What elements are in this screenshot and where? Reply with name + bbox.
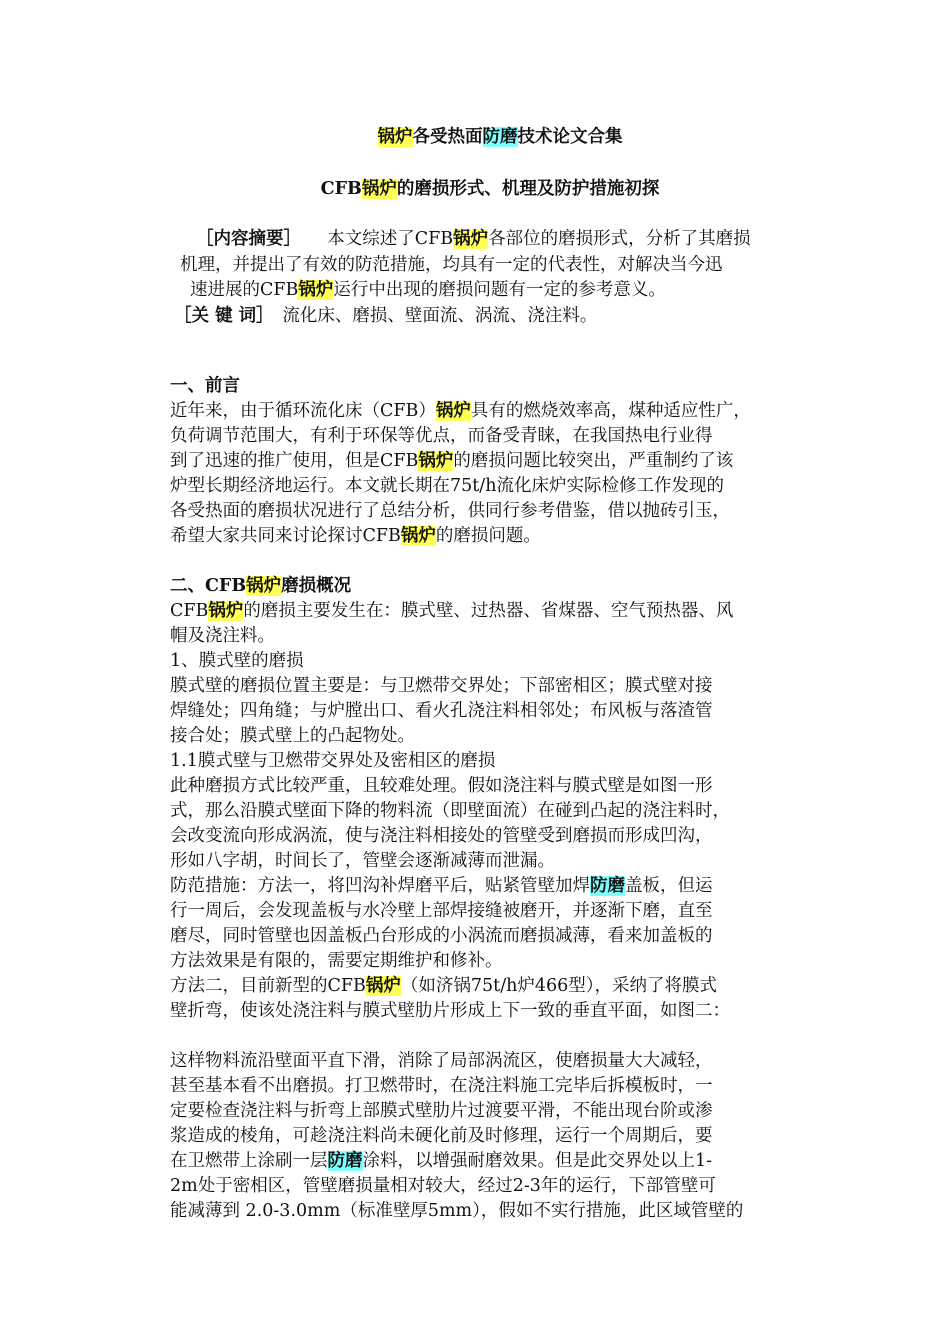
text-run: 的磨损形式、机理及防护措施初探 bbox=[396, 179, 660, 199]
text-run: 炉型长期经济地运行。本文就长期在75t/h流化床炉实际检修工作发现的 bbox=[170, 476, 724, 496]
text-run: 各部位的磨损形式，分析了其磨损 bbox=[488, 229, 751, 249]
paragraph-line bbox=[170, 698, 713, 724]
text-run: 各受热面 bbox=[412, 127, 483, 147]
text-run: 具有的燃烧效率高，煤种适应性广， bbox=[470, 401, 751, 421]
highlighted-term: 防磨 bbox=[482, 127, 518, 147]
paragraph-line bbox=[170, 823, 713, 849]
text-run: 焊缝处；四角缝；与炉膛出口、看火孔浇注料相邻处；布风板与落渣管 bbox=[170, 701, 713, 721]
text-run: 流化床、磨损、壁面流、涡流、浇注料。 bbox=[264, 306, 598, 326]
text-run: CFB bbox=[170, 601, 209, 621]
text-run: 定要检查浇注料与折弯上部膜式壁肋片过渡要平滑，不能出现台阶或渗 bbox=[170, 1101, 713, 1121]
text-run: 1、膜式壁的磨损 bbox=[170, 651, 304, 671]
text-run: 能减薄到 2.0-3.0mm（标准壁厚5mm），假如不实行措施，此区域管壁的 bbox=[170, 1201, 744, 1221]
paragraph-line bbox=[170, 898, 713, 924]
paragraph-line bbox=[170, 423, 713, 449]
highlighted-term: 锅炉 bbox=[361, 179, 397, 199]
paragraph-line bbox=[170, 873, 713, 899]
keywords-line bbox=[174, 303, 597, 329]
text-run: 涂料，以增强耐磨效果。但是此交界处以上1- bbox=[362, 1151, 713, 1171]
paragraph-line bbox=[170, 1123, 713, 1149]
text-run: 一、前言 bbox=[170, 376, 240, 396]
paragraph-line bbox=[170, 648, 304, 674]
text-run: CFB bbox=[320, 179, 362, 199]
highlighted-term: 防磨 bbox=[590, 876, 625, 896]
text-run: 技术论文合集 bbox=[517, 127, 623, 147]
paragraph-line bbox=[170, 473, 724, 499]
text-run: 2m处于密相区，管壁磨损量相对较大，经过2-3年的运行，下部管壁可 bbox=[170, 1176, 716, 1196]
text-run: 本文综述了CFB bbox=[292, 229, 454, 249]
paragraph-line bbox=[170, 448, 733, 474]
paragraph-line bbox=[170, 773, 713, 799]
paragraph-line bbox=[170, 623, 275, 649]
text-run: 形如八字胡，时间长了，管壁会逐渐减薄而泄漏。 bbox=[170, 851, 555, 871]
paragraph-line bbox=[170, 1073, 713, 1099]
paragraph-line bbox=[170, 1098, 713, 1124]
paragraph-line bbox=[170, 973, 717, 999]
text-run: 运行中出现的磨损问题有一定的参考意义。 bbox=[333, 280, 666, 300]
highlighted-term: 锅炉 bbox=[246, 576, 282, 596]
text-run: 在卫燃带上涂刷一层 bbox=[170, 1151, 328, 1171]
text-run: 方法效果是有限的，需要定期维护和修补。 bbox=[170, 951, 503, 971]
text-run: 的磨损问题比较突出，严重制约了该 bbox=[453, 451, 734, 471]
text-run: 机理，并提出了有效的防范措施，均具有一定的代表性，对解决当今迅 bbox=[180, 255, 723, 275]
paragraph-line bbox=[170, 1198, 743, 1224]
text-run: 磨尽，同时管壁也因盖板凸台形成的小涡流而磨损减薄，看来加盖板的 bbox=[170, 926, 713, 946]
paragraph-line bbox=[170, 948, 503, 974]
text-run: 壁折弯，使该处浇注料与膜式壁肋片形成上下一致的垂直平面，如图二： bbox=[170, 1001, 730, 1021]
text-run: 二、CFB bbox=[170, 576, 247, 596]
text-run: 行一周后，会发现盖板与水冷壁上部焊接缝被磨开，并逐渐下磨，直至 bbox=[170, 901, 713, 921]
abstract-line bbox=[180, 252, 723, 278]
text-run: ［内容摘要］ bbox=[196, 229, 293, 249]
paragraph-line bbox=[170, 798, 730, 824]
text-run: 近年来，由于循环流化床（CFB） bbox=[170, 401, 436, 421]
text-run: （如济锅75t/h炉466型），采纳了将膜式 bbox=[400, 976, 718, 996]
text-run: 方法二，目前新型的CFB bbox=[170, 976, 366, 996]
highlighted-term: 锅炉 bbox=[377, 127, 413, 147]
text-run: ［关 键 词］ bbox=[174, 306, 265, 326]
highlighted-term: 锅炉 bbox=[208, 601, 244, 621]
section-heading bbox=[170, 573, 351, 599]
article-title bbox=[0, 176, 950, 202]
text-run: 此种磨损方式比较严重，且较难处理。假如浇注料与膜式壁是如图一形 bbox=[170, 776, 713, 796]
highlighted-term: 防磨 bbox=[327, 1151, 363, 1171]
section-heading bbox=[170, 373, 240, 399]
text-run: 接合处；膜式壁上的凸起物处。 bbox=[170, 726, 415, 746]
highlighted-term: 锅炉 bbox=[453, 229, 489, 249]
highlighted-term: 锅炉 bbox=[418, 451, 454, 471]
highlighted-term: 锅炉 bbox=[365, 976, 401, 996]
text-run: 式，那么沿膜式壁面下降的物料流（即壁面流）在碰到凸起的浇注料时， bbox=[170, 801, 730, 821]
text-run: 的磨损问题。 bbox=[435, 526, 541, 546]
text-run: 的磨损主要发生在：膜式壁、过热器、省煤器、空气预热器、风 bbox=[243, 601, 734, 621]
text-run: 各受热面的磨损状况进行了总结分析，供同行参考借鉴，借以抛砖引玉， bbox=[170, 501, 730, 521]
text-run: 浆造成的棱角，可趁浇注料尚未硬化前及时修理，运行一个周期后，要 bbox=[170, 1126, 713, 1146]
text-run: 希望大家共同来讨论探讨CFB bbox=[170, 526, 401, 546]
paragraph-line bbox=[170, 1148, 712, 1174]
paragraph-line bbox=[170, 523, 541, 549]
paragraph-line bbox=[170, 498, 730, 524]
paragraph-line bbox=[170, 1048, 713, 1074]
paragraph-line bbox=[170, 723, 415, 749]
highlighted-term: 锅炉 bbox=[435, 401, 471, 421]
text-run: 到了迅速的推广使用，但是CFB bbox=[170, 451, 419, 471]
paragraph-line bbox=[170, 998, 730, 1024]
text-run: 盖板，但运 bbox=[625, 876, 713, 896]
text-run: 防范措施：方法一，将凹沟补焊磨平后，贴紧管壁加焊 bbox=[170, 876, 590, 896]
text-run: 磨损概况 bbox=[281, 576, 352, 596]
abstract-line bbox=[190, 277, 666, 303]
text-run: 甚至基本看不出磨损。打卫燃带时，在浇注料施工完毕后拆模板时，一 bbox=[170, 1076, 713, 1096]
paragraph-line bbox=[170, 848, 555, 874]
text-run: 膜式壁的磨损位置主要是：与卫燃带交界处；下部密相区；膜式壁对接 bbox=[170, 676, 713, 696]
highlighted-term: 锅炉 bbox=[298, 280, 334, 300]
paragraph-line bbox=[170, 598, 733, 624]
paragraph-line bbox=[170, 923, 713, 949]
text-run: 这样物料流沿壁面平直下滑，消除了局部涡流区，使磨损量大大减轻， bbox=[170, 1051, 713, 1071]
paragraph-line bbox=[170, 673, 713, 699]
text-run: 帽及浇注料。 bbox=[170, 626, 275, 646]
text-run: 速进展的CFB bbox=[190, 280, 299, 300]
text-run: 负荷调节范围大，有利于环保等优点，而备受青睐，在我国热电行业得 bbox=[170, 426, 713, 446]
text-run: 1.1膜式壁与卫燃带交界处及密相区的磨损 bbox=[170, 751, 496, 771]
highlighted-term: 锅炉 bbox=[400, 526, 436, 546]
paragraph-line bbox=[170, 398, 751, 424]
document-title bbox=[0, 124, 950, 150]
abstract-line bbox=[196, 226, 751, 252]
text-run: 会改变流向形成涡流，使与浇注料相接处的管壁受到磨损而形成凹沟， bbox=[170, 826, 713, 846]
paragraph-line bbox=[170, 1173, 716, 1199]
paragraph-line bbox=[170, 748, 495, 774]
